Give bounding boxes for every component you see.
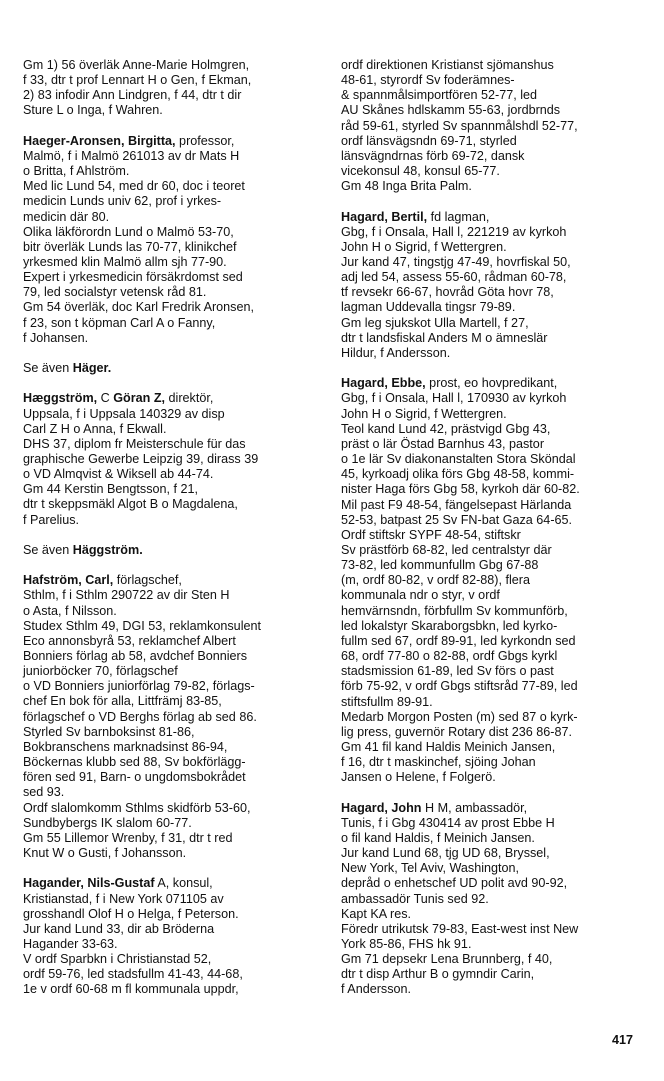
entry-line: [341, 770, 641, 785]
entry-line: [341, 210, 641, 225]
entry-text: Jansen o Helene, f Folgerö.: [341, 770, 496, 785]
entry-text: stiftsfullm 89-91.: [341, 694, 433, 709]
entry-line: [341, 422, 641, 437]
entry-line: [23, 710, 323, 725]
entry-line: [23, 316, 323, 331]
entry-line: [341, 664, 641, 679]
entry-line: [341, 937, 641, 952]
entry-line: [23, 801, 323, 816]
entry-text: 45, kyrkoadj olika förs Gbg 48-58, kommi-: [341, 467, 575, 482]
entry-text: Malmö, f i Malmö 261013 av dr Mats H: [23, 148, 240, 163]
entry-line: [341, 831, 641, 846]
entry-line: [341, 892, 641, 907]
entry-line: [341, 967, 641, 982]
entry-line: [341, 498, 641, 513]
entry-line: [341, 710, 641, 725]
entry-line: [341, 134, 641, 149]
entry-line: [341, 149, 641, 164]
directory-entry: [23, 134, 323, 346]
entry-line: [23, 497, 323, 512]
entry-text: o VD Bonniers juniorförlag 79-82, förlags-: [23, 679, 255, 694]
entry-line: [341, 88, 641, 103]
entry-line: [23, 73, 323, 88]
entry-line: [341, 695, 641, 710]
entry-text: Sthlm, f i Sthlm 290722 av dir Sten H: [23, 588, 230, 603]
entry-line: [341, 482, 641, 497]
entry-text: Sv prästförb 68-82, led centralstyr där: [341, 542, 552, 557]
entry-text: fören sed 91, Barn- o ungdomsbokrådet: [23, 770, 246, 785]
entry-line: [341, 270, 641, 285]
entry-line: [341, 58, 641, 73]
entry-text: Sundbybergs IK slalom 60-77.: [23, 815, 192, 830]
directory-entry: [23, 58, 323, 119]
entry-text: Bokbranschens marknadsinst 86-94,: [23, 739, 228, 754]
entry-text: f 16, dtr t maskinchef, sjöing Johan: [341, 755, 536, 770]
entry-text: medicin där 80.: [23, 209, 110, 224]
entry-text: led lokalstyr Skaraborgsbkn, led kyrko-: [341, 618, 558, 633]
entry-line: [341, 876, 641, 891]
entry-text: Föredr utrikutsk 79-83, East-west inst New: [341, 921, 579, 936]
entry-text: Gm 41 fil kand Haldis Meinich Jansen,: [341, 740, 556, 754]
entry-text: Ordf slalomkomm Sthlms skidförb 53-60,: [23, 800, 251, 815]
entry-line: [341, 513, 641, 528]
entry-text: Uppsala, f i Uppsala 140329 av disp: [23, 406, 225, 421]
entry-line: [341, 801, 641, 816]
entry-line: [341, 452, 641, 467]
entry-text: nister Haga förs Gbg 58, kyrkoh där 60-82.: [341, 482, 580, 497]
entry-line: [23, 285, 323, 300]
entry-text: prost, eo hovpredikant,: [425, 376, 558, 391]
entry-text: dtr t skeppsmäkl Algot B o Magdalena,: [23, 497, 238, 512]
entry-line: [23, 149, 323, 164]
entry-text: f Andersson.: [341, 982, 412, 997]
entry-text: Gbg, f i Onsala, Hall l, 170930 av kyrkoh: [341, 391, 567, 406]
directory-entry: [341, 801, 641, 998]
entry-line: [341, 73, 641, 88]
entry-line: [23, 543, 323, 558]
entry-text: lig press, guvernör Rotary dist 236 86-87.: [341, 724, 573, 739]
entry-text: fullm sed 67, ordf 89-91, led kyrkondn sed: [341, 633, 576, 648]
entry-line: [341, 391, 641, 406]
entry-text: Knut W o Gusti, f Johansson.: [23, 846, 187, 861]
entry-text: Tunis, f i Gbg 430414 av prost Ebbe H: [341, 815, 555, 830]
entry-line: [23, 58, 323, 73]
entry-line: [23, 634, 323, 649]
entry-line: [23, 952, 323, 967]
entry-text: professor,: [175, 133, 235, 148]
entry-text: Jur kand 47, tingstjg 47-49, hovrfiskal 50,: [341, 255, 571, 270]
entry-line: [23, 846, 323, 861]
entry-name: Hagard, John: [341, 800, 422, 815]
entry-text: sed 93.: [23, 785, 65, 800]
entry-line: [341, 952, 641, 967]
entry-line: [341, 407, 641, 422]
entry-text: förb 75-92, v ordf Gbgs stiftsråd 77-89, led: [341, 679, 578, 694]
entry-line: [23, 755, 323, 770]
entry-line: [23, 649, 323, 664]
entry-name: Haeger-Aronsen, Birgitta,: [23, 133, 176, 148]
entry-line: [23, 134, 323, 149]
entry-text: ordf direktionen Kristianst sjömanshus: [341, 58, 554, 72]
entry-line: [341, 816, 641, 831]
entry-text: direktör,: [165, 391, 214, 406]
entry-line: [23, 588, 323, 603]
entry-line: [23, 240, 323, 255]
entry-text: Gm leg sjukskot Ulla Martell, f 27,: [341, 315, 529, 330]
entry-line: [23, 482, 323, 497]
entry-text: 79, led socialstyr vetensk råd 81.: [23, 285, 207, 300]
left-column: [23, 58, 323, 1013]
entry-line: [23, 225, 323, 240]
entry-line: [23, 179, 323, 194]
entry-line: [341, 285, 641, 300]
entry-text: adj led 54, assess 55-60, rådman 60-78,: [341, 270, 567, 285]
entry-text: hemvärnsndn, förbfullm Sv kommunförb,: [341, 603, 568, 618]
entry-text: Gm 55 Lillemor Wrenby, f 31, dtr t red: [23, 830, 233, 845]
entry-line: [341, 634, 641, 649]
entry-text: yrkesmed klin Malmö allm sjh 77-90.: [23, 255, 227, 270]
entry-line: [23, 619, 323, 634]
entry-text: Medarb Morgon Posten (m) sed 87 o kyrk-: [341, 709, 578, 724]
entry-line: [341, 922, 641, 937]
entry-text: depråd o enhetschef UD polit avd 90-92,: [341, 876, 568, 891]
entry-line: [341, 225, 641, 240]
entry-text: Teol kand Lund 42, prästvigd Gbg 43,: [341, 421, 551, 436]
entry-text: Kristianstad, f i New York 071105 av: [23, 891, 224, 906]
entry-line: [23, 513, 323, 528]
entry-line: [341, 907, 641, 922]
entry-text: ambassadör Tunis sed 92.: [341, 891, 489, 906]
entry-text: fd lagman,: [427, 209, 490, 224]
entry-line: [341, 755, 641, 770]
directory-entry: [23, 391, 323, 527]
entry-line: [341, 467, 641, 482]
entry-text: Se även: [23, 361, 73, 376]
entry-line: [341, 316, 641, 331]
entry-text: Gm 54 överläk, doc Karl Fredrik Aronsen,: [23, 300, 254, 315]
entry-text: Jur kand Lund 68, tjg UD 68, Bryssel,: [341, 846, 550, 861]
entry-text: York 85-86, FHS hk 91.: [341, 937, 472, 952]
entry-name: Hæggström,: [23, 391, 98, 406]
entry-text: Med lic Lund 54, med dr 60, doc i teoret: [23, 179, 245, 194]
entry-text: tf revsekr 66-67, hovråd Göta hovr 78,: [341, 285, 554, 300]
entry-line: [23, 922, 323, 937]
entry-name: Häggström.: [72, 542, 143, 557]
entry-line: [23, 164, 323, 179]
entry-text: 48-61, styrordf Sv foderämnes-: [341, 73, 515, 88]
entry-line: [341, 255, 641, 270]
entry-line: [341, 982, 641, 997]
entry-text: kommunala ndr o styr, v ordf: [341, 588, 500, 603]
entry-line: [23, 907, 323, 922]
directory-entry: [341, 58, 641, 194]
entry-text: A, konsul,: [154, 876, 213, 891]
entry-text: vicekonsul 48, konsul 65-77.: [341, 164, 500, 179]
entry-text: John H o Sigrid, f Wettergren.: [341, 406, 507, 421]
entry-text: f Johansen.: [23, 330, 89, 345]
directory-entry: [341, 210, 641, 362]
entry-text: dtr t disp Arthur B o gymndir Carin,: [341, 967, 535, 982]
entry-line: [341, 679, 641, 694]
entry-line: [341, 346, 641, 361]
entry-line: [341, 588, 641, 603]
entry-line: [341, 619, 641, 634]
entry-text: Böckernas klubb sed 88, Sv bokförlägg-: [23, 755, 246, 770]
entry-line: [341, 604, 641, 619]
entry-line: [23, 437, 323, 452]
entry-text: förlagschef,: [113, 573, 182, 588]
entry-line: [23, 270, 323, 285]
entry-line: [23, 422, 323, 437]
entry-line: [23, 255, 323, 270]
entry-text: Studex Sthlm 49, DGI 53, reklamkonsulent: [23, 618, 261, 633]
entry-text: o Asta, f Nilsson.: [23, 603, 117, 618]
entry-line: [341, 649, 641, 664]
entry-text: Jur kand Lund 33, dir ab Bröderna: [23, 921, 215, 936]
entry-line: [341, 528, 641, 543]
entry-line: [23, 194, 323, 209]
entry-line: [23, 816, 323, 831]
entry-text: (m, ordf 80-82, v ordf 82-88), flera: [341, 573, 530, 588]
entry-line: [341, 543, 641, 558]
entry-line: [341, 179, 641, 194]
entry-text: Gbg, f i Onsala, Hall l, 221219 av kyrkoh: [341, 224, 567, 239]
entry-line: [23, 391, 323, 406]
entry-name: Häger.: [72, 361, 112, 376]
entry-line: [23, 88, 323, 103]
entry-text: chef En bok för alla, Littfrämj 83-85,: [23, 694, 222, 709]
entry-text: Gm 44 Kerstin Bengtsson, f 21,: [23, 482, 199, 497]
entry-text: juniorböcker 70, förlagschef: [23, 664, 178, 679]
directory-entry: [23, 573, 323, 861]
directory-entry: [23, 361, 323, 376]
entry-text: V ordf Sparbkn i Christianstad 52,: [23, 952, 212, 967]
entry-text: Mil past F9 48-54, fängelsepast Härlanda: [341, 497, 572, 512]
entry-line: [23, 573, 323, 588]
entry-text: ordf länsvägsndn 69-71, styrled: [341, 133, 517, 148]
entry-text: John H o Sigrid, f Wettergren.: [341, 239, 507, 254]
entry-text: dtr t landsfiskal Anders M o ämneslär: [341, 330, 548, 345]
entry-line: [23, 103, 323, 118]
entry-text: o 1e lär Sv diakonanstalten Stora Sköndal: [341, 452, 576, 467]
entry-text: länsvägndrnas förb 69-72, dansk: [341, 148, 525, 163]
entry-text: medicin Lunds univ 62, prof i yrkes-: [23, 194, 222, 209]
entry-line: [23, 467, 323, 482]
entry-text: Kapt KA res.: [341, 906, 412, 921]
entry-name: Göran Z,: [113, 391, 166, 406]
entry-text: o fil kand Haldis, f Meinich Jansen.: [341, 830, 535, 845]
entry-line: [23, 785, 323, 800]
entry-line: [23, 831, 323, 846]
entry-text: Eco annonsbyrå 53, reklamchef Albert: [23, 633, 236, 648]
entry-text: & spannmålsimportfören 52-77, led: [341, 88, 538, 103]
entry-text: Carl Z H o Anna, f Ekwall.: [23, 421, 167, 436]
entry-line: [341, 573, 641, 588]
page-number: 417: [612, 1033, 634, 1047]
entry-line: [23, 361, 323, 376]
entry-text: Ordf stiftskr SYPF 48-54, stiftskr: [341, 527, 521, 542]
right-column: [341, 58, 641, 1013]
entry-text: f 33, dtr t prof Lennart H o Gen, f Ekman,: [23, 73, 252, 88]
entry-line: [23, 407, 323, 422]
entry-text: 73-82, led kommunfullm Gbg 67-88: [341, 558, 539, 573]
entry-text: lagman Uddevalla tingsr 79-89.: [341, 300, 516, 315]
entry-text: Expert i yrkesmedicin försäkrdomst sed: [23, 270, 243, 285]
entry-text: bitr överläk Lunds las 70-77, klinikchef: [23, 239, 237, 254]
entry-text: f Parelius.: [23, 512, 79, 527]
entry-line: [341, 558, 641, 573]
directory-entry: [23, 543, 323, 558]
entry-text: graphische Gewerbe Leipzig 39, dirass 39: [23, 452, 259, 467]
entry-line: [23, 604, 323, 619]
entry-line: [23, 452, 323, 467]
entry-line: [341, 376, 641, 391]
entry-text: ordf 59-76, led stadsfullm 41-43, 44-68,: [23, 967, 243, 982]
entry-text: Gm 48 Inga Brita Palm.: [341, 179, 472, 194]
entry-line: [23, 300, 323, 315]
entry-line: [23, 937, 323, 952]
entry-line: [23, 892, 323, 907]
entry-name: Hagard, Bertil,: [341, 209, 428, 224]
entry-text: Gm 1) 56 överläk Anne-Marie Holmgren,: [23, 58, 250, 72]
entry-line: [23, 982, 323, 997]
entry-line: [341, 740, 641, 755]
entry-line: [23, 679, 323, 694]
entry-name: Hagard, Ebbe,: [341, 376, 426, 391]
entry-line: [341, 437, 641, 452]
entry-line: [23, 331, 323, 346]
entry-line: [341, 300, 641, 315]
entry-text: AU Skånes hdlskamm 55-63, jordbrnds: [341, 103, 561, 118]
entry-text: 2) 83 infodir Ann Lindgren, f 44, dtr t dir: [23, 88, 242, 103]
entry-text: Olika läkförordn Lund o Malmö 53-70,: [23, 224, 234, 239]
entry-line: [23, 210, 323, 225]
entry-text: o Britta, f Ahlström.: [23, 164, 130, 179]
entry-text: präst o lär Östad Barnhus 43, pastor: [341, 436, 545, 451]
entry-text: 1e v ordf 60-68 m fl kommunala uppdr,: [23, 982, 239, 997]
entry-line: [23, 770, 323, 785]
entry-text: H M, ambassadör,: [421, 800, 528, 815]
entry-text: förlagschef o VD Berghs förlag ab sed 86.: [23, 709, 257, 724]
entry-text: f 23, son t köpman Carl A o Fanny,: [23, 315, 216, 330]
entry-line: [23, 876, 323, 891]
entry-text: Hildur, f Andersson.: [341, 345, 451, 360]
entry-text: grosshandl Olof H o Helga, f Peterson.: [23, 906, 239, 921]
entry-line: [341, 861, 641, 876]
entry-line: [341, 725, 641, 740]
entry-text: Hagander 33-63.: [23, 936, 118, 951]
entry-text: Bonniers förlag ab 58, avdchef Bonniers: [23, 649, 248, 664]
entry-text: Se även: [23, 542, 73, 557]
entry-line: [341, 119, 641, 134]
entry-line: [23, 740, 323, 755]
entry-text: 68, ordf 77-80 o 82-88, ordf Gbgs kyrkl: [341, 649, 558, 664]
directory-entry: [341, 376, 641, 785]
entry-name: Hafström, Carl,: [23, 573, 114, 588]
entry-line: [341, 846, 641, 861]
entry-text: DHS 37, diplom fr Meisterschule für das: [23, 436, 246, 451]
directory-entry: [23, 876, 323, 997]
entry-text: stadsmission 61-89, led Sv förs o past: [341, 664, 554, 679]
entry-text: råd 59-61, styrled Sv spannmålshdl 52-77,: [341, 118, 578, 133]
entry-text: Gm 71 depsekr Lena Brunnberg, f 40,: [341, 952, 553, 967]
entry-line: [341, 331, 641, 346]
entry-line: [23, 967, 323, 982]
entry-text: o VD Almqvist & Wiksell ab 44-74.: [23, 467, 214, 482]
entry-name: Hagander, Nils-Gustaf: [23, 876, 155, 891]
entry-line: [23, 664, 323, 679]
entry-text: C: [97, 391, 114, 406]
entry-text: New York, Tel Aviv, Washington,: [341, 861, 520, 876]
entry-line: [23, 694, 323, 709]
entry-text: 52-53, batpast 25 Sv FN-bat Gaza 64-65.: [341, 512, 573, 527]
entry-line: [341, 103, 641, 118]
entry-text: Sture L o Inga, f Wahren.: [23, 103, 163, 118]
entry-line: [341, 164, 641, 179]
entry-text: Styrled Sv barnboksinst 81-86,: [23, 724, 195, 739]
entry-line: [341, 240, 641, 255]
entry-line: [23, 725, 323, 740]
